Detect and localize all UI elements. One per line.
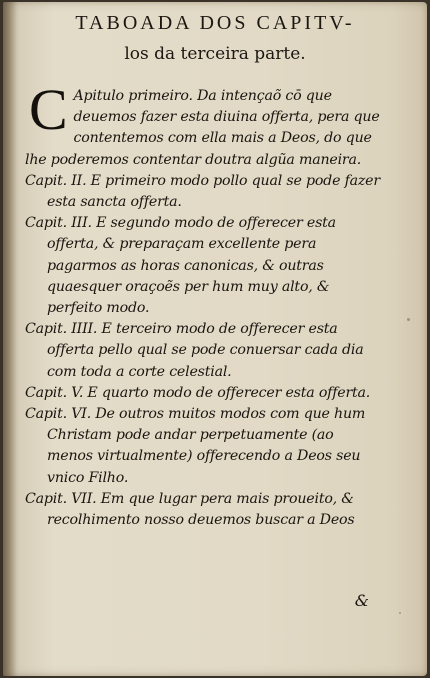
toc-entry-5: Capit. V. E quarto modo de offerecer esta offerta. bbox=[25, 384, 371, 401]
toc-entry-text: Apitulo primeiro. Da intençaõ cō que deuemos fazer esta diuina offerta, pera que contentemos com ella mais a Deos, do que lhe poderemos contentar doutra algũa maneira. bbox=[25, 88, 380, 168]
toc-entry-7: Capit. VII. Em que lugar pera mais proueito, & recolhimento nosso deuemos buscar a Deos bbox=[25, 490, 355, 529]
paper-speck bbox=[407, 318, 410, 321]
paper-speck bbox=[399, 612, 401, 614]
toc-entry-3: Capit. III. E segundo modo de offerecer esta offerta, & preparaçam excellente pera pagarmos as horas canonicas, & outras quaesquer oraçoẽs per hum muy alto, & perfeito modo. bbox=[25, 215, 336, 317]
page-gutter-shadow bbox=[3, 2, 17, 676]
drop-cap: C bbox=[29, 77, 68, 142]
toc-entry-6: Capit. VI. De outros muitos modos com que hum Christam pode andar perpetuamente (ao menos virtualmente) offerecendo a Deos seu vnico Filho. bbox=[25, 406, 366, 486]
toc-entry-4: Capit. IIII. E terceiro modo de offerecer esta offerta pello qual se pode conuersar cada dia com toda a corte celestial. bbox=[25, 321, 364, 380]
page-title: TABOADA DOS CAPITV- bbox=[75, 12, 355, 34]
toc-entry-1 bbox=[25, 77, 381, 171]
catchword: & bbox=[354, 591, 369, 610]
table-of-contents bbox=[25, 77, 381, 531]
toc-entry-2: Capit. II. E primeiro modo pollo qual se pode fazer esta sancta offerta. bbox=[25, 172, 380, 211]
page-subtitle: los da terceira parte. bbox=[124, 44, 306, 64]
book-page bbox=[3, 2, 427, 676]
